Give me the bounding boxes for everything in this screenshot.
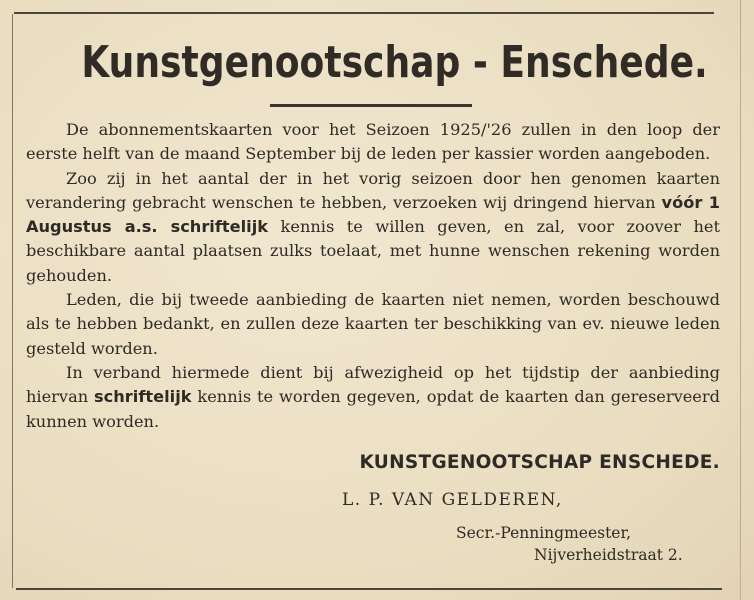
paragraph-1 [26, 118, 720, 167]
signature-name: L. P. VAN GELDEREN, [342, 490, 563, 510]
advertisement-title: Kunstgenootschap - Enschede. [81, 37, 708, 88]
left-border-rule [12, 14, 13, 588]
paragraph-4-text-continued: kennis te worden gegeven, opdat de kaarten dan gereserveerd kunnen worden. [26, 387, 720, 431]
paragraph-4-text: In verband hiermede dient bij afwezigheid op het tijdstip der aanbieding hiervan [26, 362, 720, 407]
paragraph-2-text-continued: kennis te willen geven, en zal, voor zoover het beschikbare aantal plaatsen zulks toelaat, met hunne wenschen rekening worden gehouden. [26, 217, 721, 285]
paragraph-2 [26, 167, 720, 288]
advertisement-body [26, 118, 720, 434]
paragraph-3 [26, 288, 720, 361]
paragraph-4 [26, 361, 720, 434]
signature-role: Secr.-Penningmeester, [456, 524, 632, 542]
paragraph-2-deadline-emphasis: vóór 1 Augustus a.s. schriftelijk [26, 192, 720, 237]
bottom-border-rule [16, 588, 722, 590]
paragraph-4-emphasis: schriftelijk [94, 387, 192, 407]
paragraph-3-text: Leden, die bij tweede aanbieding de kaarten niet nemen, worden beschouwd als te hebben bedankt, en zullen deze kaarten ter beschikking van ev. nieuwe leden gesteld worden. [26, 290, 720, 358]
paragraph-1-text: De abonnementskaarten voor het Seizoen 1925/'26 zullen in den loop der eerste helft van de maand September bij de leden per kassier worden aangeboden. [26, 120, 720, 164]
signature-address: Nijverheidstraat 2. [534, 546, 683, 564]
right-page-edge [740, 0, 741, 600]
signature-organization: KUNSTGENOOTSCHAP ENSCHEDE. [359, 452, 720, 473]
top-border-rule [14, 12, 714, 14]
title-underline [270, 104, 472, 107]
paragraph-2-text: Zoo zij in het aantal der in het vorig seizoen door hen genomen kaarten verandering gebracht wenschen te hebben, verzoeken wij dringend hiervan [26, 168, 720, 212]
